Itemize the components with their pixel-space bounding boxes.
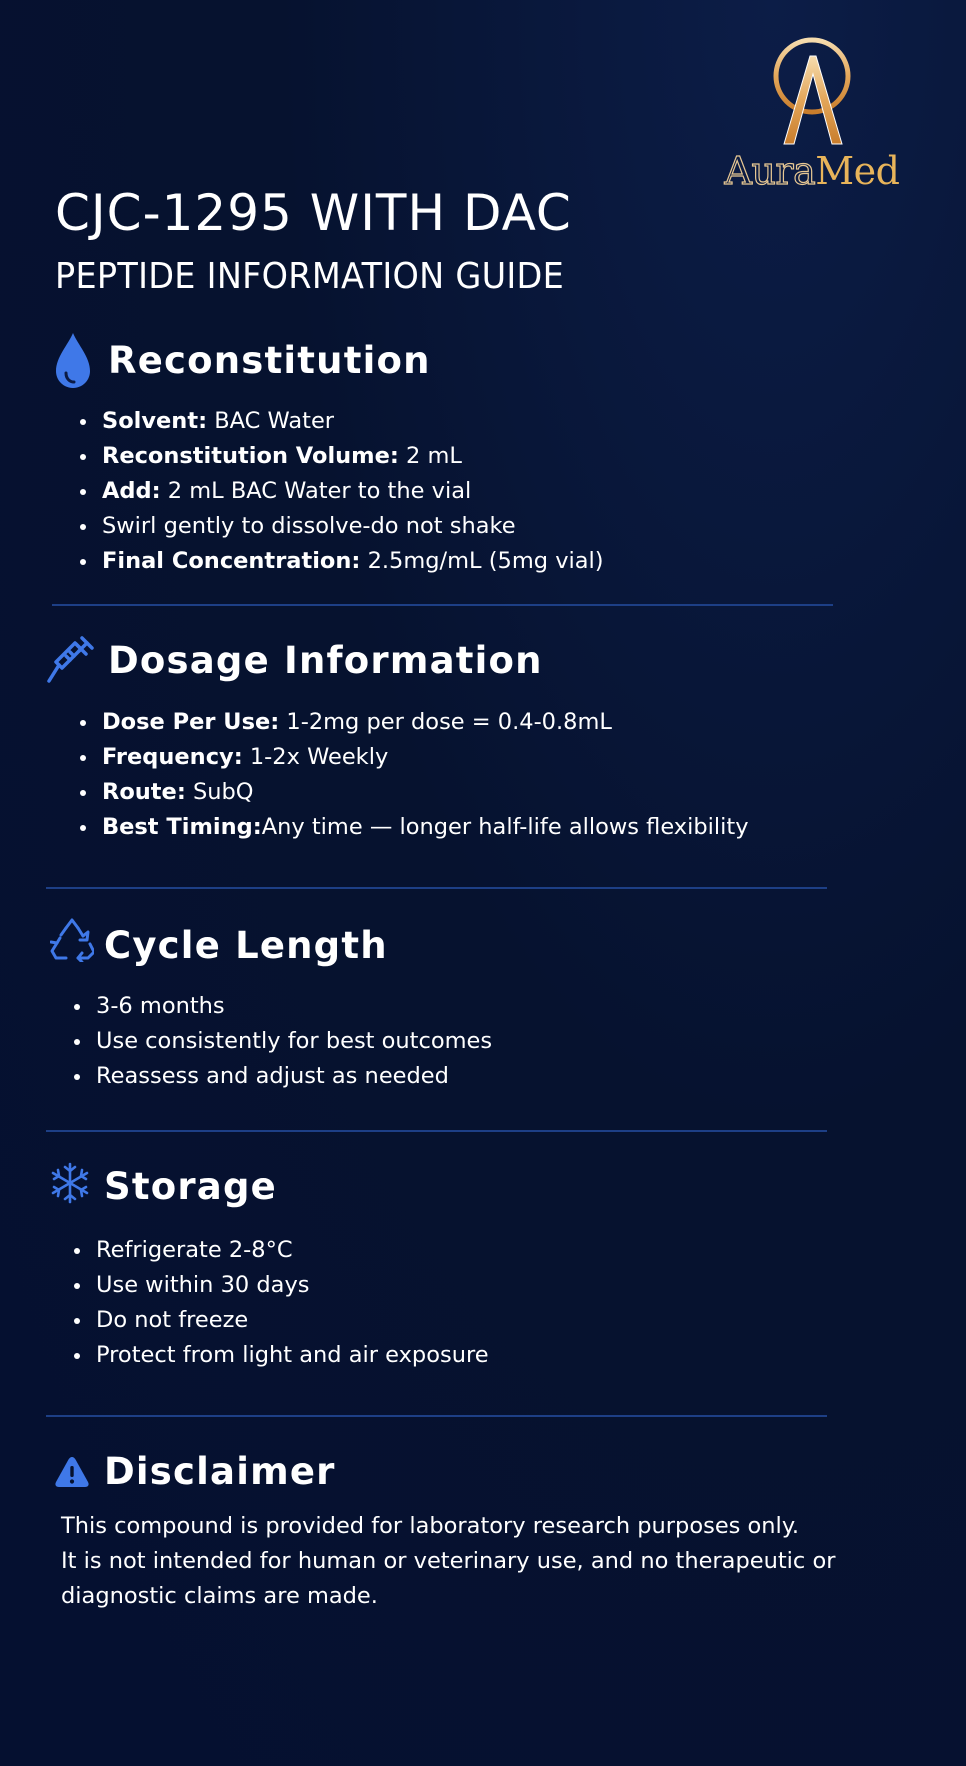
- snowflake-icon: [50, 1162, 94, 1212]
- logo-wordmark: [712, 148, 912, 194]
- page-title: CJC-1295 WITH DAC: [55, 184, 572, 242]
- section-title-reconstitution: Reconstitution: [108, 339, 431, 382]
- list-item: Final Concentration: 2.5mg/mL (5mg vial): [78, 544, 604, 579]
- aura-med-logo: [712, 36, 912, 196]
- disclaimer-line: It is not intended for human or veterinary use, and no therapeutic or: [61, 1548, 836, 1574]
- syringe-icon: [46, 634, 90, 684]
- page-subtitle: PEPTIDE INFORMATION GUIDE: [55, 256, 565, 297]
- divider: [46, 1130, 827, 1132]
- section-title-cycle: Cycle Length: [104, 924, 388, 967]
- divider: [52, 604, 833, 606]
- section-title-dosage: Dosage Information: [108, 639, 543, 682]
- list-item: Do not freeze: [72, 1303, 489, 1338]
- logo-word-med: Med: [815, 149, 900, 193]
- list-item: Frequency: 1-2x Weekly: [78, 740, 749, 775]
- reconstitution-list: [78, 404, 604, 579]
- warning-icon: [54, 1447, 98, 1497]
- cycle-list: [72, 989, 492, 1094]
- list-item: Refrigerate 2-8°C: [72, 1233, 489, 1268]
- disclaimer-line: This compound is provided for laboratory research purposes only.: [61, 1513, 800, 1539]
- list-item: Protect from light and air exposure: [72, 1338, 489, 1373]
- divider: [46, 1415, 827, 1417]
- list-item: Best Timing:Any time — longer half-life allows flexibility: [78, 810, 749, 845]
- list-item: Add: 2 mL BAC Water to the vial: [78, 474, 604, 509]
- section-title-disclaimer: Disclaimer: [104, 1450, 336, 1493]
- section-title-storage: Storage: [104, 1165, 277, 1208]
- list-item: Use within 30 days: [72, 1268, 489, 1303]
- recycle-icon: [50, 918, 94, 968]
- disclaimer-text: [61, 1509, 931, 1614]
- list-item: Reassess and adjust as needed: [72, 1059, 492, 1094]
- list-item: Solvent: BAC Water: [78, 404, 604, 439]
- list-item: Route: SubQ: [78, 775, 749, 810]
- water-drop-icon: [54, 333, 98, 383]
- divider: [46, 887, 827, 889]
- list-item: Reconstitution Volume: 2 mL: [78, 439, 604, 474]
- logo-word-aura: Aura: [724, 149, 816, 193]
- list-item: Swirl gently to dissolve-do not shake: [78, 509, 604, 544]
- disclaimer-line: diagnostic claims are made.: [61, 1583, 378, 1609]
- storage-list: [72, 1233, 489, 1373]
- list-item: Use consistently for best outcomes: [72, 1024, 492, 1059]
- list-item: 3-6 months: [72, 989, 492, 1024]
- dosage-list: [78, 705, 749, 845]
- logo-emblem-icon: [770, 36, 854, 146]
- list-item: Dose Per Use: 1-2mg per dose = 0.4-0.8mL: [78, 705, 749, 740]
